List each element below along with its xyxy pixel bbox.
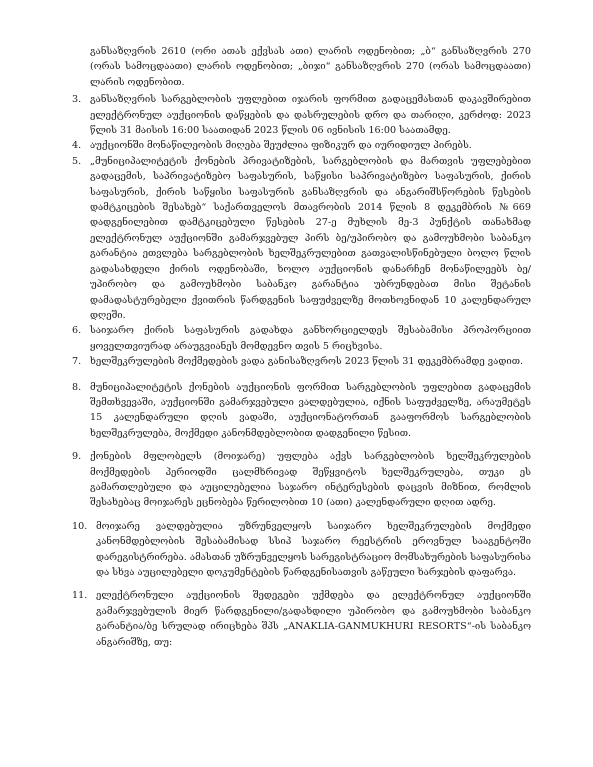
list-item [72, 380, 531, 442]
list-item-text: ხელშეკრულების მოქმედების ვადა განისაზღვროს 2023 წლის 31 დეკემბრამდე ვადით. [90, 356, 523, 368]
list-item-text: ქონების მფლობელს (მოიჯარე) უფლება აქვს სარგებლობის ხელშეკრულების მოქმედების პერიოდში ცალმხრივად შეწყვიტოს ხელშეკრულება, თუკი ეს გამართლებული და აუცილებელია საჯარო ინტერესების დაცვის მიზნით, რომლის შესახებაც მოიჯარეს ეცნობება წერილობით 10 (ათი) კალენდარული დღით ადრე. [90, 451, 531, 509]
list-item [72, 92, 531, 138]
list-item-text: განსაზღვრის სარგებლობის უფლებით იჯარის ფორმით გადაცემასთან დაკავშირებით ელექტრონულ აუქციონის დაწყების და დასრულების დრო და თარიღი, კერძოდ: 2023 წლის 31 მაისის 16:00 საათიდან 2023 წლის 06 ივნისის 16:00 საათამდე. [90, 94, 531, 137]
list-item-number: 11. [72, 590, 88, 602]
list-item-text: ელექტრონული აუქციონის შედეგები უქმდება და ელექტრონულ აუქციონში გამარჯვებულის მიერ წარდგენილი/გადახდილი უპირობო და გამოუხმობი საბანკო გარანტია/ბე სრულად ირიცხება შპს „ANAKLIA-GANMUKHURI RESORTS“-ის საბანკო ანგარიშზე, თუ: [96, 590, 531, 648]
list-item-text: „მუნიციპალიტეტის ქონების პრივატიზების, სარგებლობის და მართვის უფლებებით გადაცემის, საპრივატიზებო საფასურის, საწყისი საპრივატიზებო საფასურის, ქირის საფასურის, ქირის საწყისი საფასურის განსაზღვრის და ანგარიშსწორების წესების დამტკიცების შესახებ“ საქართველოს მთავრობის 2014 წლის 8 დეკემბრის №669 დადგენილებით დამტკიცებული წესების 27-ე მუხლის მე-3 პუნქტის თანახმად ელექტრონულ აუქციონში გამარჯვებულ პირს ბე/უპირობო და გამოუხმობი საბანკო გარანტია ეთვლება სარგებლობის ხელშეკრულებით გათვალისწინებული ბოლო წლის გადასახდელი ქირის ოდენობაში, ხოლო აუქციონის დანარჩენ მონაწილეებს ბე/უპირობო და გამოუხმობი საბანკო გარანტია უბრუნდებათ მისი შეტანის დამადასტურებელი ქვითრის წარდგენის საფუძველზე მოთხოვნიდან 10 კალენდარულ დღეში. [90, 155, 531, 321]
list-item-number: 9. [72, 451, 82, 463]
list-item-text: მუნიციპალიტეტის ქონების აუქციონის ფორმით სარგებლობის უფლებით გადაცემის შემთხვევაში, აუქციონში გამარჯვებული ვალდებულია, იქნის საფუძველზე, არაუმეტეს 15 კალენდარული დღის ვადაში, აუქციონატორთან გააფორმოს სარგებლობის ხელშეკრულება, მოქმედი კანონმდებლობით დადგენილი წესით. [90, 381, 531, 439]
intro-continuation: განსაზღვრის 2610 (ორი ათას ექვსას ათი) ლარის ოდენობით; „ბ“ განსაზღვრის 270 (ორას სამოცდაათი) ლარის ოდენობით; „ბიჯი“ განსაზღვრის 270 (ორას სამოცდაათი) ლარის ოდენობით. [90, 46, 531, 88]
list-item-number: 7. [72, 356, 82, 368]
list-item [72, 449, 531, 511]
list-item-text: აუქციონში მონაწილეობის მიღება შეუძლია ფიზიკურ და იურიდიულ პირებს. [90, 140, 472, 152]
list-item [72, 154, 531, 323]
list-item-number: 3. [72, 94, 82, 106]
list-item-number: 6. [72, 325, 82, 337]
list-item-number: 4. [72, 140, 82, 152]
list-item-text: მოიჯარე ვალდებულია უზრუნველყოს საიჯარო ხელშეკრულების მოქმედი კანონმდებლობის შესაბამისად სსიპ საჯარო რეესტრის ეროვნულ სააგენტოში დარეგისტრირება. ამასთან უზრუნველყოს სარეგისტრაციო მომსახურების საფასურისა და სხვა აუცილებელი დოკუმენტების წარდგენისათვის გაწეული ხარჯების დაფარვა. [96, 520, 531, 578]
list-item [72, 138, 531, 153]
list-item [72, 323, 531, 354]
list-item [72, 354, 531, 369]
list-item-text: საიჯარო ქირის საფასურის გადახდა განხორციელდეს შესაბამისი პროპორციით ყოველთვიურად არაუგვიანეს მომდევნო თვის 5 რიცხვისა. [90, 325, 531, 352]
list-item-number: 5. [72, 155, 82, 167]
list-item [72, 588, 531, 650]
list-item-number: 8. [72, 381, 82, 393]
list-item [72, 519, 531, 581]
list-item-number: 10. [72, 520, 88, 532]
